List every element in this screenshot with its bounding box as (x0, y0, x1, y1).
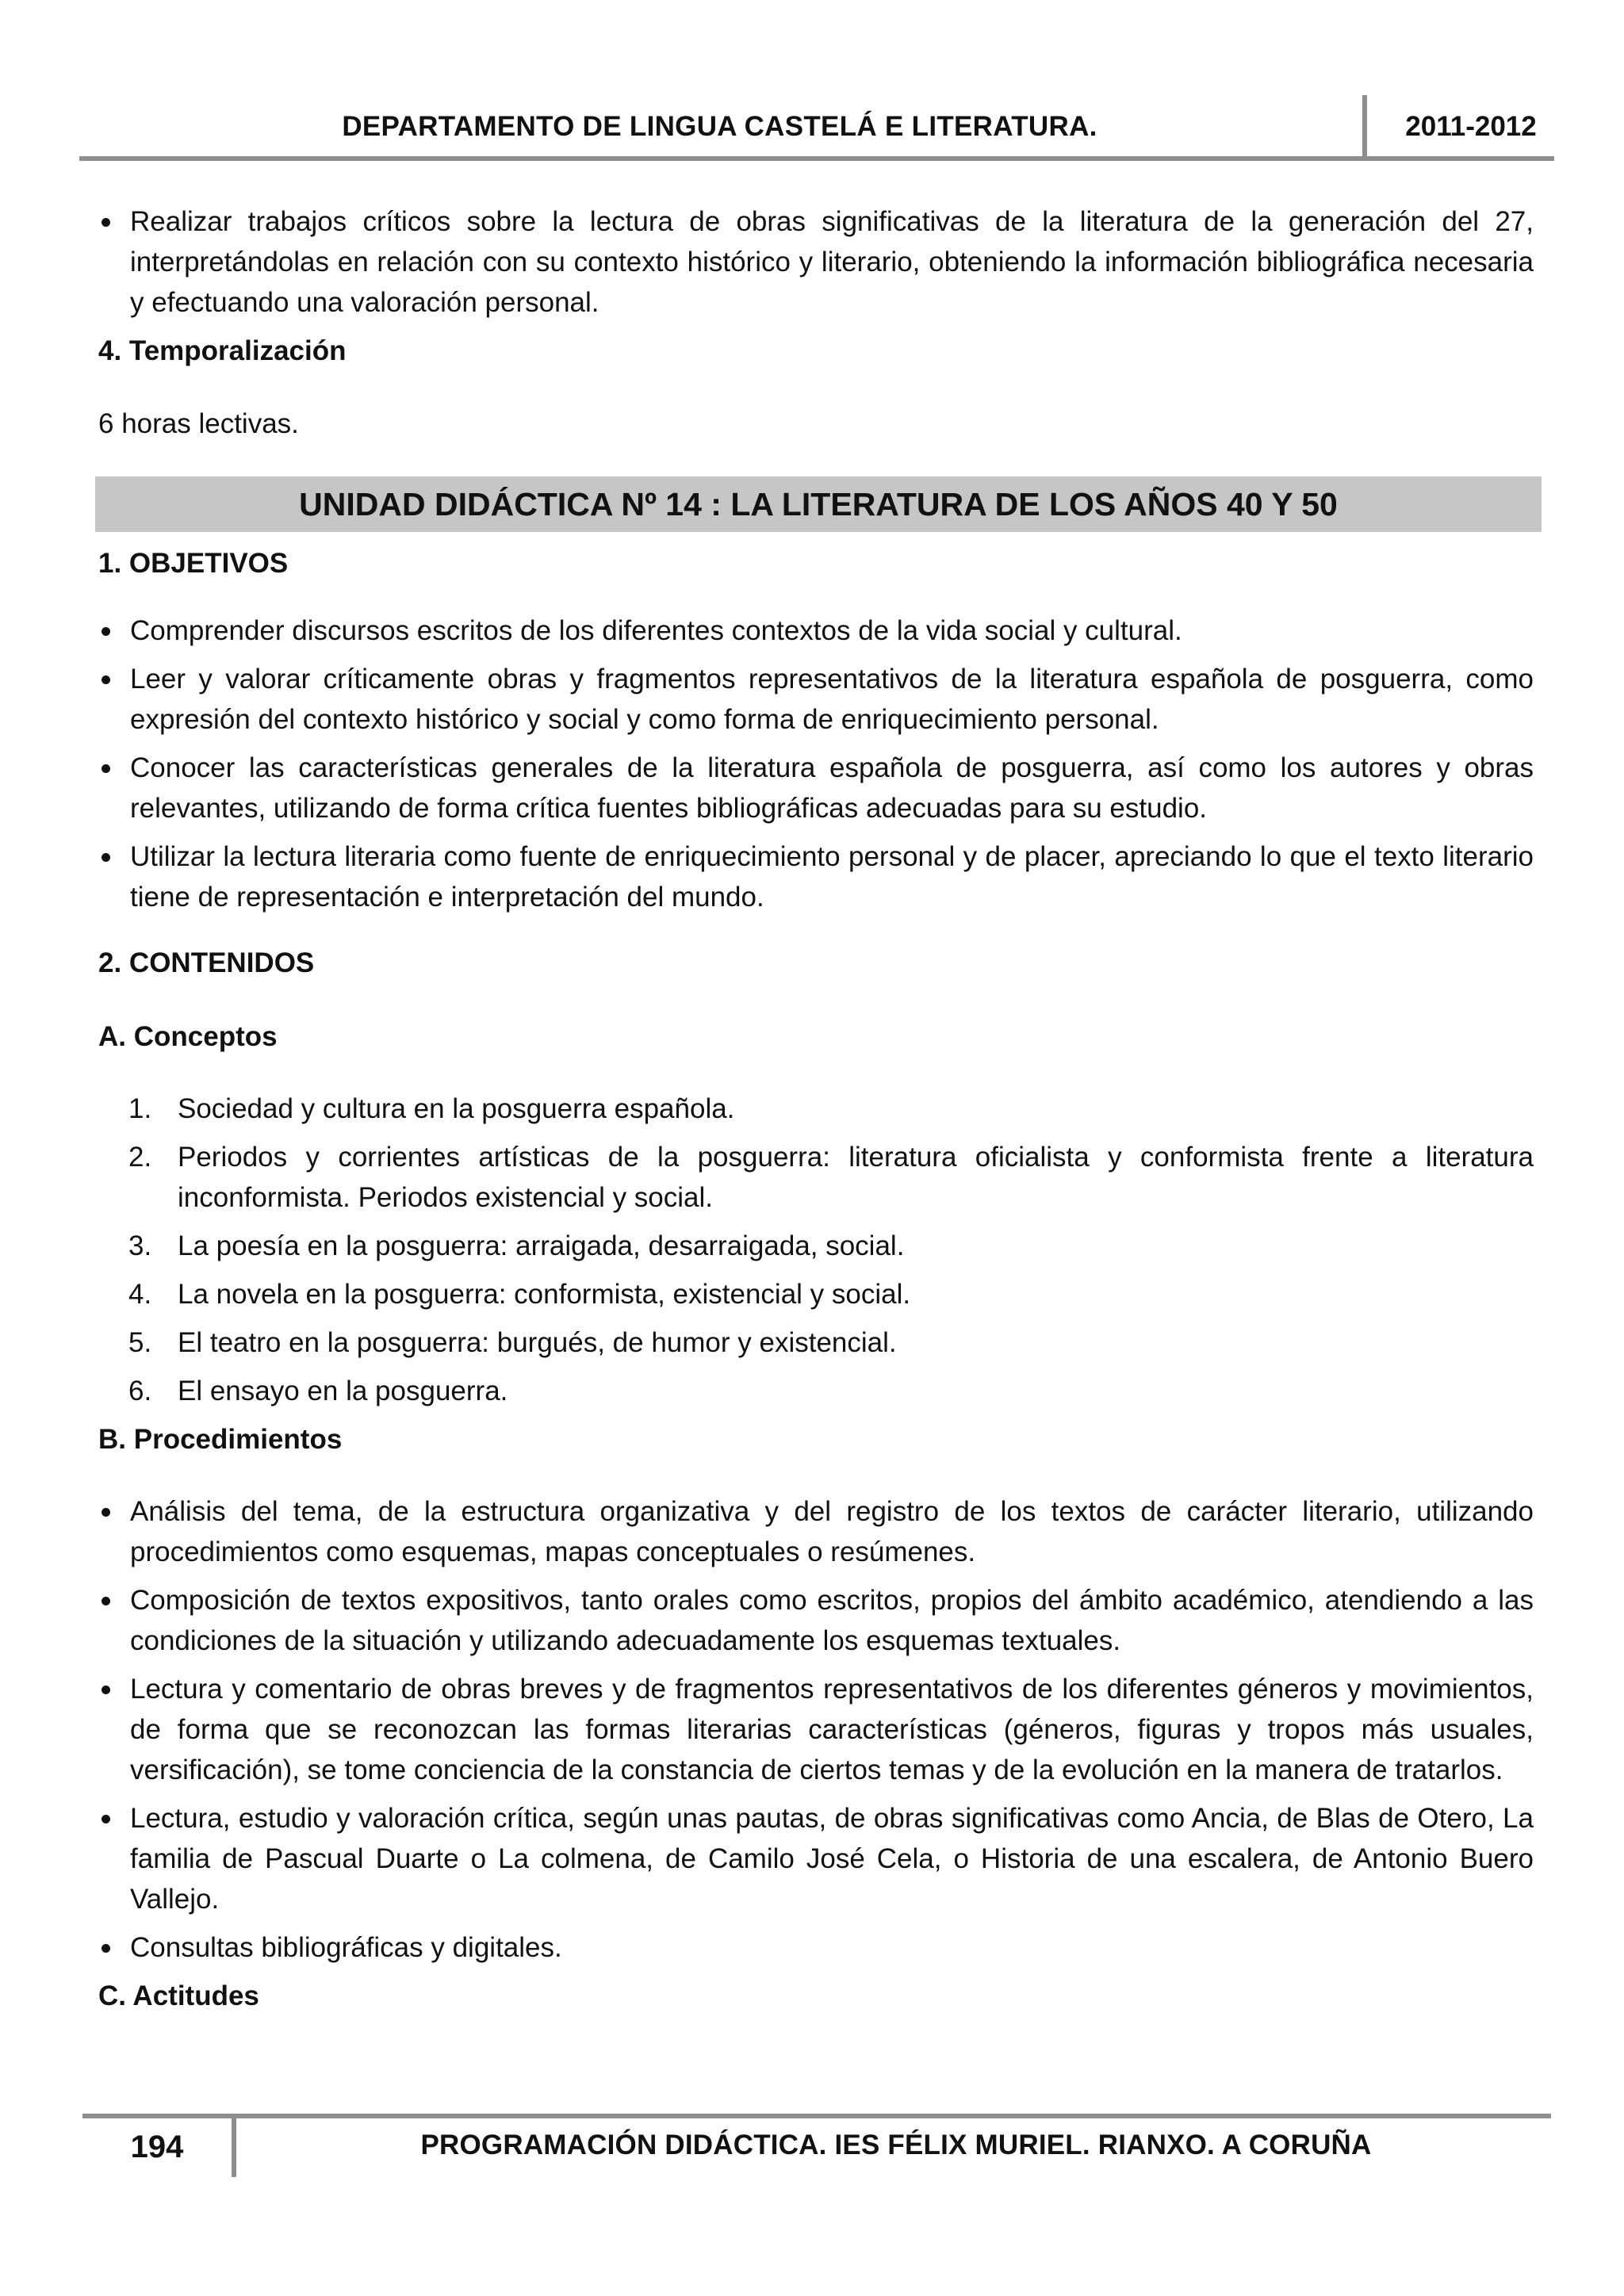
unit-title-banner: UNIDAD DIDÁCTICA Nº 14 : LA LITERATURA DE LOS AÑOS 40 Y 50 (95, 476, 1542, 532)
page-number: 194 (130, 2130, 184, 2164)
list-item: Composición de textos expositivos, tanto orales como escritos, propios del ámbito académico, atendiendo a las condiciones de la situación y utilizando adecuadamente los esquemas textuales. (98, 1580, 1534, 1661)
actitudes-heading: C. Actitudes (98, 1980, 259, 2011)
list-item: Realizar trabajos críticos sobre la lectura de obras significativas de la literatura de la generación del 27, interpretándolas en relación con su contexto histórico y literario, obteniendo la información bibliográfica necesaria y efectuando una valoración personal. (98, 201, 1534, 323)
page-header (79, 95, 1554, 159)
list-item: 1. Sociedad y cultura en la posguerra española. (128, 1093, 735, 1124)
list-item: Comprender discursos escritos de los diferentes contextos de la vida social y cultural. (98, 610, 1534, 651)
bullet-icon (102, 627, 110, 636)
page-content (98, 201, 1534, 2016)
footer-rule (82, 2114, 1551, 2118)
list-item: Leer y valorar críticamente obras y fragmentos representativos de la literatura española de posguerra, como expresión del contexto histórico y social y como forma de enriquecimiento personal. (98, 659, 1534, 740)
bullet-icon (102, 1944, 110, 1953)
list-item: 5. El teatro en la posguerra: burgués, de humor y existencial. (128, 1327, 897, 1358)
bullet-icon (102, 764, 110, 773)
list-item: Lectura, estudio y valoración crítica, según unas pautas, de obras significativas como Ancia, de Blas de Otero, La familia de Pascual Duarte o La colmena, de Camilo José Cela, o Historia de una escalera, de Antonio Buero Vallejo. (98, 1798, 1534, 1919)
list-item: 2. Periodos y corrientes artísticas de la posguerra: literatura oficialista y conformista frente a literatura inconformista. Periodos existencial y social. (128, 1142, 1534, 1213)
list-item: Consultas bibliográficas y digitales. (98, 1927, 1534, 1968)
procedimientos-list (98, 1491, 1534, 1968)
header-rule (79, 156, 1554, 161)
intro-list (98, 201, 1534, 323)
procedimientos-heading: B. Procedimientos (98, 1424, 343, 1455)
bullet-icon (102, 218, 110, 227)
contenidos-heading: 2. CONTENIDOS (98, 947, 315, 978)
bullet-icon (102, 1597, 110, 1605)
objetivos-list (98, 610, 1534, 917)
list-item: 6. El ensayo en la posguerra. (128, 1376, 508, 1406)
temporalizacion-text: 6 horas lectivas. (98, 408, 299, 439)
list-item: 3. La poesía en la posguerra: arraigada, desarraigada, social. (128, 1230, 905, 1261)
header-year: 2011-2012 (1405, 111, 1537, 142)
footer-divider (232, 2114, 236, 2177)
conceptos-list (98, 1089, 1534, 1411)
list-item: Utilizar la lectura literaria como fuente de enriquecimiento personal y de placer, apreciando lo que el texto literario tiene de representación e interpretación del mundo. (98, 836, 1534, 917)
bullet-icon (102, 853, 110, 862)
list-item: Análisis del tema, de la estructura organizativa y del registro de los textos de carácter literario, utilizando procedimientos como esquemas, mapas conceptuales o resúmenes. (98, 1491, 1534, 1572)
bullet-icon (102, 1815, 110, 1823)
header-title: DEPARTAMENTO DE LINGUA CASTELÁ E LITERATURA. (342, 111, 1097, 142)
objetivos-heading: 1. OBJETIVOS (98, 548, 289, 579)
temporalizacion-heading: 4. Temporalización (98, 335, 347, 366)
header-divider (1362, 95, 1367, 159)
bullet-icon (102, 1686, 110, 1694)
bullet-icon (102, 1508, 110, 1517)
footer-text: PROGRAMACIÓN DIDÁCTICA. IES FÉLIX MURIEL. RIANXO. A CORUÑA (420, 2130, 1372, 2160)
list-item: Conocer las características generales de la literatura española de posguerra, así como los autores y obras relevantes, utilizando de forma crítica fuentes bibliográficas adecuadas para su estudio. (98, 748, 1534, 828)
page-footer (82, 2114, 1551, 2177)
bullet-icon (102, 675, 110, 684)
list-item: Lectura y comentario de obras breves y de fragmentos representativos de los diferentes géneros y movimientos, de forma que se reconozcan las formas literarias características (géneros, figuras y tropos más usuales, versificación), se tome conciencia de la constancia de ciertos temas y de la evolución en la manera de tratarlos. (98, 1669, 1534, 1790)
conceptos-heading: A. Conceptos (98, 1021, 278, 1052)
list-item: 4. La novela en la posguerra: conformista, existencial y social. (128, 1279, 911, 1310)
